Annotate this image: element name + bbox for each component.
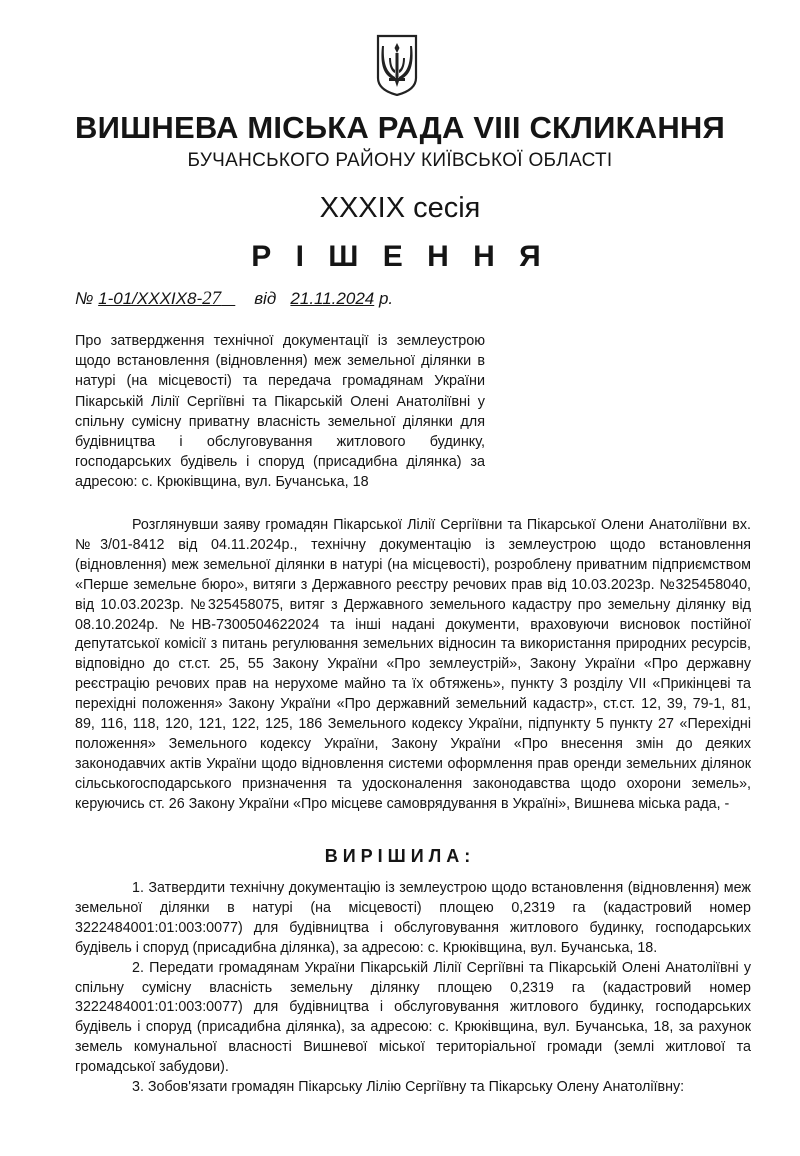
decision-date: 21.11.2024 — [290, 289, 375, 308]
number-prefix: № — [75, 289, 94, 308]
resolution-item: 3. Зобов'язати громадян Пікарську Лілію Сергіївну та Пікарську Олену Анатоліївну: — [132, 1079, 685, 1096]
date-suffix: р. — [378, 289, 394, 308]
preamble-paragraph: Розглянувши заяву громадян Пікарської Лілії Сергіївни та Пікарської Олени Анатоліївни вх.№3/01-8412 від 04.11.2024р., технічну документацію із землеустрою щодо встановлення (відновлення) меж земельної ділянки в натурі (на місцевості), розроблену приватним підприємством «Перше земельне бюро», витяги з Державного реєстру речових прав від 10.03.2023р. №325458040, від 10.03.2023р. №325458075, витяг з Державного земельного кадастру про земельну ділянку від 08.10.2024р. №НВ-7300504622024 та інші надані документи, враховуючи висновок постійної депутатської комісії з питань регулювання земельних відносин та використання природних ресурсів, відповідно до ст.ст. 25, 55 Закону України «Про землеустрій», Закону України «Про державну реєстрацію речових прав на нерухоме майно та їх обтяжень», пункту 3 розділу VII «Прикінцеві та перехідні положення» Закону України «Про державний земельний кадастр», ст.ст. 12, 39, 79-1, 81, 89, 116, 118, 120, 121, 122, 125, 186 Земельного кодексу України, підпункту 5 пункту 27 «Перехідні положення» Земельного кодексу України, Закону України «Про внесення змін до деяких законодавчих актів України щодо відновлення системи оформлення прав оренди земельних ділянок сільськогосподарського призначення та удосконалення законодавства щодо охорони земель», керуючись ст. 26 Закону України «Про місцеве самоврядування в Україні», Вишнева міська рада, - — [75, 517, 751, 812]
trident-coat-of-arms-icon — [375, 34, 419, 96]
decision-number-line — [75, 288, 393, 310]
council-title: ВИШНЕВА МІСЬКА РАДА VIII СКЛИКАННЯ — [75, 110, 725, 145]
document-type-heading: Р І Ш Е Н Н Я — [251, 240, 549, 273]
date-prefix: від — [254, 289, 277, 308]
session-label: XXXIX сесія — [319, 192, 481, 224]
resolved-heading: ВИРІШИЛА: — [324, 846, 476, 866]
resolution-items — [75, 879, 751, 1098]
decision-number: 1-01/XXXIX8-27 — [98, 288, 222, 309]
handwritten-number: 27 — [202, 288, 222, 309]
decision-subject: Про затвердження технічної документації із землеустрою щодо встановлення (відновлення) меж земельної ділянки в натурі (на місцевості) та передача громадянам України Пікарській Лілії Сергіївні та Пікарській Олені Анатоліївні у спільну сумісну приватну власність земельної ділянки для будівництва і обслуговування житлового будинку, господарських будівель і споруд (присадибна ділянка) за адресою: с. Крюківщина, вул. Бучанська, 18 — [75, 333, 485, 491]
resolution-item: 2. Передати громадянам України Пікарській Лілії Сергіївні та Пікарській Олені Анатоліївні у спільну сумісну власність земельну ділянку площею 0,2319 га (кадастровий номер 3222484001:01:003:0077) для будівництва і обслуговування житлового будинку, господарських будівель і споруд (присадибна ділянка), за адресою: с. Крюківщина, вул. Бучанська, 18, за рахунок земель комунальної власності Вишневої міської територіальної громади (землі житлової та громадської забудови). — [75, 959, 751, 1076]
resolution-item: 1. Затвердити технічну документацію із землеустрою щодо встановлення (відновлення) меж земельної ділянки в натурі (на місцевості) площею 0,2319 га (кадастровий номер 3222484001:01:003:0077) для будівництва і обслуговування житлового будинку, господарських будівель і споруд (присадибна ділянка), за адресою: с. Крюківщина, вул. Бучанська, 18. — [75, 880, 751, 956]
council-subtitle: БУЧАНСЬКОГО РАЙОНУ КИЇВСЬКОЇ ОБЛАСТІ — [187, 150, 613, 171]
